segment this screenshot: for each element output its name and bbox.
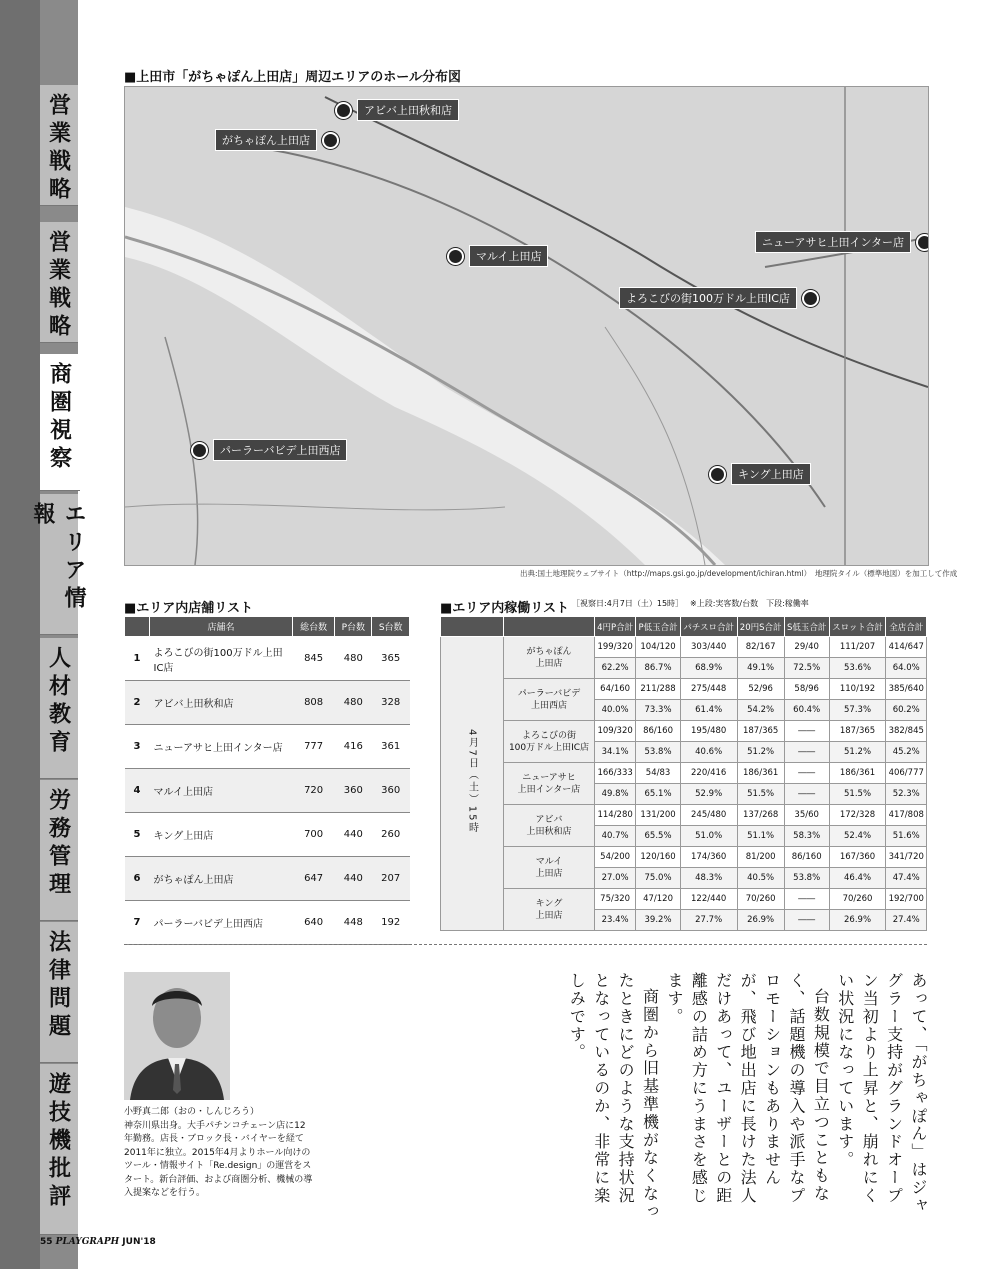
- count-cell: 110/192: [829, 679, 886, 700]
- issue-label: JUN'18: [122, 1237, 156, 1247]
- author-bio: [124, 1106, 314, 1201]
- count-cell: 109/320: [595, 721, 636, 742]
- rank-cell: 2: [125, 681, 150, 725]
- count-cell: 104/120: [636, 637, 681, 658]
- map-pin-gachapon[interactable]: がちゃぽん上田店: [215, 129, 339, 151]
- count-cell: 211/288: [636, 679, 681, 700]
- rate-cell: 40.5%: [737, 868, 784, 889]
- count-cell: 382/845: [886, 721, 927, 742]
- author-description: 神奈川県出身。大手パチンコチェーン店に12年勤務。店長・ブロック長・バイヤーを経て2011年に独立。2015年4月よりホール向けのツール・情報サイト「Re.design」の運営をスタート。新台評価、および商圏分析、機械の導入提案などを行う。: [124, 1120, 313, 1198]
- count-cell: 86/160: [636, 721, 681, 742]
- count-cell: 64/160: [595, 679, 636, 700]
- rate-cell: ――: [784, 910, 829, 931]
- rate-cell: 49.8%: [595, 784, 636, 805]
- page-number: 55: [40, 1237, 53, 1247]
- map-terrain: [125, 87, 928, 565]
- side-tab-4[interactable]: エリア情報: [40, 494, 78, 635]
- side-index-strip: [0, 0, 40, 1269]
- rate-cell: 26.9%: [829, 910, 886, 931]
- count-cell: 777: [293, 725, 335, 769]
- rate-cell: ――: [784, 742, 829, 763]
- count-cell: 195/480: [680, 721, 737, 742]
- rate-cell: 73.3%: [636, 700, 681, 721]
- table-row: [125, 769, 410, 813]
- map-pin-babide[interactable]: パーラーバビデ上田西店: [191, 439, 347, 461]
- count-cell: 186/361: [737, 763, 784, 784]
- map-pin-marui[interactable]: マルイ上田店: [447, 245, 548, 267]
- count-cell: ――: [784, 889, 829, 910]
- rate-cell: 34.1%: [595, 742, 636, 763]
- count-cell: 360: [335, 769, 372, 813]
- ops-table: [440, 616, 927, 931]
- page-footer: [40, 1237, 156, 1247]
- count-cell: 480: [335, 681, 372, 725]
- rate-cell: 65.5%: [636, 826, 681, 847]
- rate-cell: 60.4%: [784, 700, 829, 721]
- count-cell: 187/365: [829, 721, 886, 742]
- ops-col-header: S低玉合計: [784, 617, 829, 637]
- ops-col-header: P低玉合計: [636, 617, 681, 637]
- count-cell: 220/416: [680, 763, 737, 784]
- ops-col-header: [504, 617, 595, 637]
- count-cell: 166/333: [595, 763, 636, 784]
- rate-cell: 86.7%: [636, 658, 681, 679]
- rate-cell: 68.9%: [680, 658, 737, 679]
- rate-cell: 27.0%: [595, 868, 636, 889]
- rate-cell: 58.3%: [784, 826, 829, 847]
- count-cell: 414/647: [886, 637, 927, 658]
- ops-legend-note: ※上段:実客数/台数 下段:稼働率: [690, 599, 809, 608]
- rate-cell: 60.2%: [886, 700, 927, 721]
- rate-cell: 51.0%: [680, 826, 737, 847]
- rate-cell: 47.4%: [886, 868, 927, 889]
- store-col-header: 総台数: [293, 617, 335, 637]
- article-body: [567, 972, 930, 1222]
- rate-cell: 62.2%: [595, 658, 636, 679]
- rate-cell: 51.5%: [829, 784, 886, 805]
- section-divider: [124, 944, 927, 945]
- rate-cell: 64.0%: [886, 658, 927, 679]
- body-paragraph: 商圏から旧基準機がなくなったときにどのような支持状況となっているのか、非常に楽しみです。: [567, 972, 660, 1221]
- count-cell: 111/207: [829, 637, 886, 658]
- store-list-table: [124, 616, 410, 945]
- date-label: 4月7日（土）15時: [466, 729, 478, 835]
- store-col-header: 店舗名: [150, 617, 293, 637]
- count-cell: 361: [372, 725, 410, 769]
- store-col-header: S台数: [372, 617, 410, 637]
- count-cell: 167/360: [829, 847, 886, 868]
- table-row: [125, 857, 410, 901]
- rate-cell: 27.7%: [680, 910, 737, 931]
- rate-cell: 51.5%: [737, 784, 784, 805]
- rate-cell: 40.7%: [595, 826, 636, 847]
- count-cell: 275/448: [680, 679, 737, 700]
- table-row: [441, 679, 927, 700]
- rate-cell: 61.4%: [680, 700, 737, 721]
- rate-cell: 52.3%: [886, 784, 927, 805]
- count-cell: 52/96: [737, 679, 784, 700]
- map-pin-newasahi[interactable]: ニューアサヒ上田インター店: [755, 231, 929, 253]
- map-credit: 出典:国土地理院ウェブサイト（http://maps.gsi.go.jp/development/ichiran.html） 地理院タイル（標準地図）を加工して作成: [520, 569, 958, 578]
- store-name-cell: マルイ上田店: [150, 769, 293, 813]
- ops-heading: ■ エリア内稼働リスト: [440, 597, 569, 616]
- count-cell: 700: [293, 813, 335, 857]
- count-cell: 440: [335, 857, 372, 901]
- store-name-cell: がちゃぽん 上田店: [504, 637, 595, 679]
- count-cell: 416: [335, 725, 372, 769]
- store-name-cell: マルイ 上田店: [504, 847, 595, 889]
- rate-cell: 53.8%: [636, 742, 681, 763]
- store-col-header: [125, 617, 150, 637]
- rate-cell: 54.2%: [737, 700, 784, 721]
- side-tab-6[interactable]: 労務管理: [40, 780, 78, 921]
- pin-dot-icon: [191, 442, 208, 459]
- count-cell: 35/60: [784, 805, 829, 826]
- rate-cell: 72.5%: [784, 658, 829, 679]
- count-cell: 417/808: [886, 805, 927, 826]
- ops-col-header: 全店合計: [886, 617, 927, 637]
- count-cell: 29/40: [784, 637, 829, 658]
- table-row: [441, 721, 927, 742]
- count-cell: 186/361: [829, 763, 886, 784]
- count-cell: 385/640: [886, 679, 927, 700]
- count-cell: 54/200: [595, 847, 636, 868]
- store-name-cell: パーラーバビデ上田西店: [150, 901, 293, 945]
- rate-cell: ――: [784, 784, 829, 805]
- body-paragraph: 台数規模で目立つこともなく、話題機の導入や派手なプロモーションもありませんが、飛び地出店に長けた法人だけあって、ユーザーとの距離感の詰め方にうまさを感じます。: [664, 972, 831, 1205]
- rate-cell: 51.1%: [737, 826, 784, 847]
- map-heading: ■ 上田市「がちゃぽん上田店」周辺エリアのホール分布図: [124, 66, 461, 85]
- rank-cell: 4: [125, 769, 150, 813]
- store-name-cell: キング上田店: [150, 813, 293, 857]
- pin-dot-icon: [709, 466, 726, 483]
- map-pin-king[interactable]: キング上田店: [709, 463, 811, 485]
- table-row: [125, 637, 410, 681]
- count-cell: 440: [335, 813, 372, 857]
- store-name-cell: がちゃぽん上田店: [150, 857, 293, 901]
- table-row: [441, 763, 927, 784]
- pin-dot-icon: [335, 102, 352, 119]
- store-name-cell: キング 上田店: [504, 889, 595, 931]
- rate-cell: 52.9%: [680, 784, 737, 805]
- rate-cell: 39.2%: [636, 910, 681, 931]
- side-tab-5[interactable]: 人材教育: [40, 638, 78, 779]
- rate-cell: 23.4%: [595, 910, 636, 931]
- ops-col-header: [441, 617, 504, 637]
- rate-cell: 51.2%: [737, 742, 784, 763]
- author-photo: [124, 972, 230, 1100]
- rate-cell: 53.8%: [784, 868, 829, 889]
- body-paragraph: あって、「がちゃぽん」はジャグラー支持がグランドオープン当初より上昇と、崩れにくい状況になっています。: [835, 972, 928, 1215]
- count-cell: 58/96: [784, 679, 829, 700]
- ops-col-header: 20円S合計: [737, 617, 784, 637]
- store-list-heading: ■ エリア内店舗リスト: [124, 597, 253, 616]
- rate-cell: 53.6%: [829, 658, 886, 679]
- count-cell: 260: [372, 813, 410, 857]
- count-cell: 647: [293, 857, 335, 901]
- author-portrait-icon: [124, 972, 230, 1100]
- rate-cell: 40.6%: [680, 742, 737, 763]
- store-name-cell: よろこびの街100万ドル上田IC店: [150, 637, 293, 681]
- rate-cell: 45.2%: [886, 742, 927, 763]
- count-cell: 174/360: [680, 847, 737, 868]
- count-cell: 845: [293, 637, 335, 681]
- store-name-cell: アビバ 上田秋和店: [504, 805, 595, 847]
- count-cell: 341/720: [886, 847, 927, 868]
- count-cell: 448: [335, 901, 372, 945]
- side-tab-2[interactable]: 営業戦略: [40, 222, 78, 343]
- count-cell: 406/777: [886, 763, 927, 784]
- count-cell: 137/268: [737, 805, 784, 826]
- ops-date-note: ［視察日:4月7日（土）15時］: [572, 599, 684, 608]
- count-cell: 187/365: [737, 721, 784, 742]
- map-pin-abiba[interactable]: アビバ上田秋和店: [335, 99, 459, 121]
- count-cell: 75/320: [595, 889, 636, 910]
- pin-dot-icon: [322, 132, 339, 149]
- table-row: [125, 901, 410, 945]
- count-cell: 365: [372, 637, 410, 681]
- count-cell: 192: [372, 901, 410, 945]
- count-cell: 808: [293, 681, 335, 725]
- count-cell: 86/160: [784, 847, 829, 868]
- side-tab-7[interactable]: 法律問題: [40, 922, 78, 1063]
- count-cell: 245/480: [680, 805, 737, 826]
- table-row: [125, 725, 410, 769]
- rate-cell: 49.1%: [737, 658, 784, 679]
- count-cell: 81/200: [737, 847, 784, 868]
- rate-cell: 27.4%: [886, 910, 927, 931]
- map-pin-yorokobi[interactable]: よろこびの街100万ドル上田IC店: [619, 287, 819, 309]
- count-cell: 360: [372, 769, 410, 813]
- rank-cell: 1: [125, 637, 150, 681]
- count-cell: 720: [293, 769, 335, 813]
- pin-dot-icon: [447, 248, 464, 265]
- count-cell: 207: [372, 857, 410, 901]
- rate-cell: 51.6%: [886, 826, 927, 847]
- ops-col-header: スロット合計: [829, 617, 886, 637]
- rate-cell: 48.3%: [680, 868, 737, 889]
- count-cell: 303/440: [680, 637, 737, 658]
- count-cell: ――: [784, 721, 829, 742]
- rank-cell: 6: [125, 857, 150, 901]
- store-col-header: P台数: [335, 617, 372, 637]
- table-row: [441, 805, 927, 826]
- store-name-cell: よろこびの街 100万ドル上田IC店: [504, 721, 595, 763]
- count-cell: 122/440: [680, 889, 737, 910]
- rate-cell: 75.0%: [636, 868, 681, 889]
- side-tab-8[interactable]: 遊技機批評: [40, 1064, 78, 1235]
- table-row: [125, 681, 410, 725]
- count-cell: 131/200: [636, 805, 681, 826]
- rate-cell: 52.4%: [829, 826, 886, 847]
- table-row: [441, 889, 927, 910]
- count-cell: 640: [293, 901, 335, 945]
- table-row: [441, 847, 927, 868]
- count-cell: 70/260: [829, 889, 886, 910]
- count-cell: 192/700: [886, 889, 927, 910]
- count-cell: ――: [784, 763, 829, 784]
- side-tab-1[interactable]: 営業戦略: [40, 85, 78, 206]
- rate-cell: 46.4%: [829, 868, 886, 889]
- pin-dot-icon: [916, 234, 929, 251]
- rate-cell: 57.3%: [829, 700, 886, 721]
- count-cell: 480: [335, 637, 372, 681]
- count-cell: 47/120: [636, 889, 681, 910]
- area-map: [124, 86, 929, 566]
- ops-col-header: パチスロ合計: [680, 617, 737, 637]
- table-row: [125, 813, 410, 857]
- side-tab-active[interactable]: 商圏視察: [40, 354, 80, 491]
- rank-cell: 3: [125, 725, 150, 769]
- magazine-logo: PLAYGRAPH: [55, 1237, 120, 1247]
- author-name: 小野真二郎（おの・しんじろう）: [124, 1107, 260, 1117]
- store-name-cell: ニューアサヒ 上田インター店: [504, 763, 595, 805]
- count-cell: 54/83: [636, 763, 681, 784]
- rate-cell: 26.9%: [737, 910, 784, 931]
- count-cell: 114/280: [595, 805, 636, 826]
- store-name-cell: パーラーバビデ 上田西店: [504, 679, 595, 721]
- count-cell: 120/160: [636, 847, 681, 868]
- pin-dot-icon: [802, 290, 819, 307]
- count-cell: 172/328: [829, 805, 886, 826]
- table-row: [441, 637, 927, 658]
- count-cell: 82/167: [737, 637, 784, 658]
- rank-cell: 7: [125, 901, 150, 945]
- count-cell: 328: [372, 681, 410, 725]
- rate-cell: 40.0%: [595, 700, 636, 721]
- store-name-cell: ニューアサヒ上田インター店: [150, 725, 293, 769]
- rate-cell: 65.1%: [636, 784, 681, 805]
- rate-cell: 51.2%: [829, 742, 886, 763]
- rank-cell: 5: [125, 813, 150, 857]
- store-name-cell: アビバ上田秋和店: [150, 681, 293, 725]
- count-cell: 70/260: [737, 889, 784, 910]
- count-cell: 199/320: [595, 637, 636, 658]
- date-cell: [441, 637, 504, 931]
- ops-col-header: 4円P合計: [595, 617, 636, 637]
